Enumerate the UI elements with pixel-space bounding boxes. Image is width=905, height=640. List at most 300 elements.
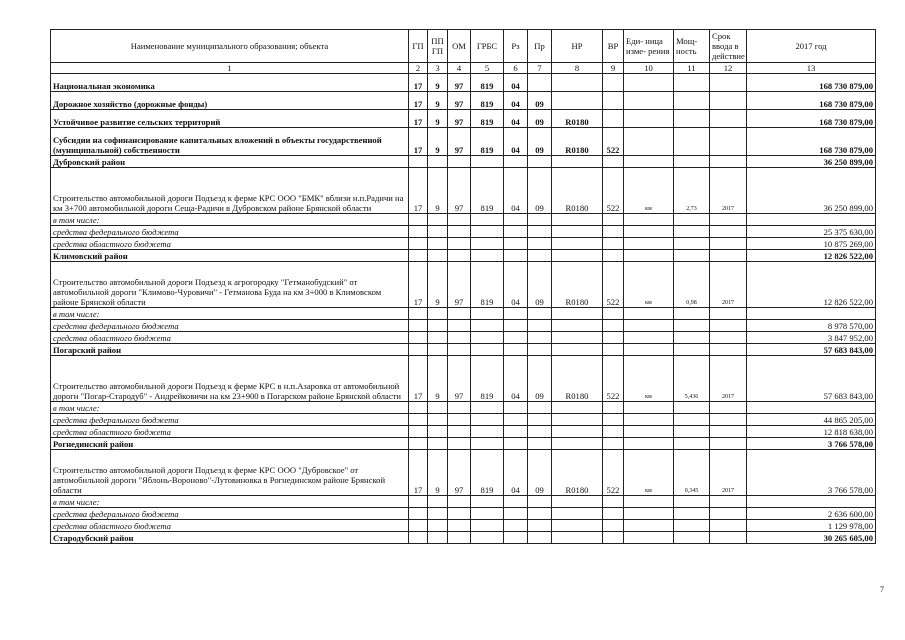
cell-grbs [471,344,504,356]
row-name: Климовский район [51,250,409,262]
cell-unit: км [624,450,674,496]
cell-grbs [471,226,504,238]
cell-amount: 3 766 578,00 [747,450,876,496]
column-number: 12 [710,63,747,74]
cell-unit [624,128,674,156]
cell-term [710,308,747,320]
cell-gp: 17 [409,262,428,308]
header-row [51,30,876,63]
cell-om [448,414,471,426]
cell-amount: 44 865 205,00 [747,414,876,426]
cell-power [674,320,710,332]
cell-om [448,156,471,168]
cell-vr [603,532,624,544]
cell-grbs [471,250,504,262]
cell-rz [504,532,528,544]
cell-nr: R0180 [552,262,603,308]
row-name: средства областного бюджета [51,520,409,532]
cell-pr [528,520,552,532]
cell-ppgp [428,402,448,414]
cell-rz [504,332,528,344]
cell-power [674,250,710,262]
row-name: в том числе: [51,308,409,320]
cell-term [710,426,747,438]
cell-power: 0,98 [674,262,710,308]
cell-term [710,128,747,156]
row-name: Рогнединский район [51,438,409,450]
cell-gp [409,238,428,250]
cell-ppgp [428,226,448,238]
cell-om: 97 [448,450,471,496]
cell-power [674,438,710,450]
cell-pr: 09 [528,356,552,402]
page-number: 7 [880,585,884,594]
cell-vr: 522 [603,128,624,156]
row-name: Строительство автомобильной дороги Подъезд к ферме КРС ООО "БМК" вблизи н.п.Радичи на км 3+700 автомобильной дороги Сеща-Радичи в Дубровском районе Брянской области [51,168,409,214]
cell-amount: 168 730 879,00 [747,92,876,110]
cell-term [710,414,747,426]
table-row [51,320,876,332]
table-row [51,520,876,532]
cell-power [674,532,710,544]
cell-ppgp: 9 [428,168,448,214]
cell-term [710,226,747,238]
cell-grbs [471,508,504,520]
cell-vr [603,508,624,520]
cell-unit [624,250,674,262]
table-row [51,356,876,402]
cell-pr [528,426,552,438]
table-row [51,402,876,414]
cell-om: 97 [448,168,471,214]
cell-vr [603,332,624,344]
cell-gp [409,250,428,262]
cell-ppgp [428,238,448,250]
cell-nr [552,320,603,332]
row-name: средства федерального бюджета [51,508,409,520]
cell-power [674,414,710,426]
cell-power [674,156,710,168]
cell-power [674,402,710,414]
cell-nr: R0180 [552,110,603,128]
cell-vr [603,438,624,450]
cell-unit [624,438,674,450]
cell-power [674,308,710,320]
table-row [51,426,876,438]
cell-ppgp [428,308,448,320]
cell-power [674,214,710,226]
cell-term [710,332,747,344]
cell-ppgp: 9 [428,92,448,110]
cell-ppgp [428,332,448,344]
cell-vr [603,110,624,128]
table-row [51,214,876,226]
cell-ppgp: 9 [428,450,448,496]
cell-rz [504,226,528,238]
cell-om [448,426,471,438]
header-gp: ГП [409,30,428,63]
cell-pr [528,332,552,344]
header-om: ОМ [448,30,471,63]
cell-gp: 17 [409,128,428,156]
cell-term [710,532,747,544]
cell-om [448,320,471,332]
cell-gp [409,156,428,168]
cell-rz: 04 [504,450,528,496]
cell-rz [504,238,528,250]
cell-gp [409,520,428,532]
column-number: 2 [409,63,428,74]
cell-pr [528,438,552,450]
cell-grbs: 819 [471,450,504,496]
cell-term [710,508,747,520]
cell-ppgp [428,426,448,438]
cell-gp [409,532,428,544]
cell-term [710,156,747,168]
cell-amount: 2 636 600,00 [747,508,876,520]
cell-rz [504,308,528,320]
cell-amount: 10 875 269,00 [747,238,876,250]
table-row [51,438,876,450]
cell-ppgp: 9 [428,356,448,402]
cell-power [674,344,710,356]
cell-grbs [471,308,504,320]
cell-term: 2017 [710,168,747,214]
cell-unit [624,520,674,532]
cell-ppgp [428,344,448,356]
row-name: в том числе: [51,496,409,508]
cell-amount: 3 847 952,00 [747,332,876,344]
cell-pr [528,414,552,426]
cell-power [674,426,710,438]
row-name: Национальная экономика [51,74,409,92]
cell-nr [552,74,603,92]
cell-power [674,332,710,344]
cell-gp [409,308,428,320]
header-unit: Еди- ница изме- рения [624,30,674,63]
cell-unit [624,110,674,128]
cell-vr [603,496,624,508]
cell-unit [624,308,674,320]
row-name: Погарский район [51,344,409,356]
cell-amount: 12 826 522,00 [747,250,876,262]
cell-gp [409,438,428,450]
cell-om: 97 [448,128,471,156]
cell-term [710,238,747,250]
cell-term [710,496,747,508]
cell-ppgp: 9 [428,128,448,156]
cell-vr [603,426,624,438]
table-body [51,74,876,544]
cell-amount: 25 375 630,00 [747,226,876,238]
cell-unit [624,402,674,414]
cell-pr [528,508,552,520]
cell-om [448,438,471,450]
cell-pr [528,250,552,262]
cell-term [710,402,747,414]
cell-gp: 17 [409,110,428,128]
cell-unit [624,344,674,356]
row-name: средства федерального бюджета [51,320,409,332]
cell-amount: 1 129 978,00 [747,520,876,532]
cell-om: 97 [448,74,471,92]
cell-rz [504,414,528,426]
cell-gp: 17 [409,92,428,110]
cell-unit [624,238,674,250]
table-row [51,226,876,238]
cell-grbs [471,496,504,508]
cell-power [674,238,710,250]
cell-power [674,92,710,110]
cell-unit [624,320,674,332]
cell-pr: 09 [528,110,552,128]
cell-amount: 57 683 843,00 [747,356,876,402]
cell-nr: R0180 [552,128,603,156]
cell-pr: 09 [528,262,552,308]
cell-power [674,110,710,128]
cell-ppgp [428,496,448,508]
cell-nr [552,426,603,438]
cell-gp: 17 [409,168,428,214]
cell-om [448,238,471,250]
cell-om: 97 [448,92,471,110]
cell-rz [504,438,528,450]
cell-om [448,402,471,414]
cell-unit [624,414,674,426]
cell-ppgp: 9 [428,110,448,128]
column-number: 8 [552,63,603,74]
header-term: Срок ввода в действие [710,30,747,63]
table-row [51,532,876,544]
row-name: в том числе: [51,402,409,414]
table-row [51,450,876,496]
row-name: Устойчивое развитие сельских территорий [51,110,409,128]
cell-vr [603,92,624,110]
cell-gp [409,344,428,356]
cell-amount: 57 683 843,00 [747,344,876,356]
cell-amount: 36 250 899,00 [747,168,876,214]
cell-term [710,250,747,262]
cell-om [448,226,471,238]
cell-nr [552,156,603,168]
cell-amount: 12 818 638,00 [747,426,876,438]
cell-unit [624,532,674,544]
row-name: средства федерального бюджета [51,414,409,426]
column-number: 5 [471,63,504,74]
cell-power [674,74,710,92]
row-name: Строительство автомобильной дороги Подъезд к ферме КРС в н.п.Азаровка от автомобильной дороги "Погар-Стародуб" - Андрейковичи на км 23+900 в Погарском районе Брянской области [51,356,409,402]
cell-rz [504,426,528,438]
header-ppgp: ППГП [428,30,448,63]
header-power: Мощ- ность [674,30,710,63]
cell-vr: 522 [603,262,624,308]
cell-amount: 30 265 605,00 [747,532,876,544]
cell-grbs [471,532,504,544]
cell-vr [603,344,624,356]
cell-rz [504,496,528,508]
cell-amount: 12 826 522,00 [747,262,876,308]
cell-unit [624,426,674,438]
row-name: в том числе: [51,214,409,226]
cell-vr [603,74,624,92]
cell-amount: 8 978 570,00 [747,320,876,332]
table-row [51,414,876,426]
cell-nr [552,214,603,226]
cell-power: 0,345 [674,450,710,496]
cell-unit [624,226,674,238]
cell-term [710,110,747,128]
column-number: 11 [674,63,710,74]
column-number: 7 [528,63,552,74]
cell-pr [528,308,552,320]
cell-amount: 168 730 879,00 [747,110,876,128]
cell-rz: 04 [504,128,528,156]
cell-amount: 168 730 879,00 [747,128,876,156]
cell-unit: км [624,356,674,402]
cell-pr: 09 [528,92,552,110]
table-row [51,110,876,128]
column-number: 3 [428,63,448,74]
table-row [51,238,876,250]
cell-pr [528,402,552,414]
cell-grbs: 819 [471,92,504,110]
table-row [51,262,876,308]
cell-unit [624,508,674,520]
cell-rz [504,250,528,262]
cell-rz: 04 [504,262,528,308]
cell-power [674,508,710,520]
cell-grbs [471,238,504,250]
cell-grbs [471,402,504,414]
column-number-row [51,63,876,74]
cell-nr [552,508,603,520]
cell-gp: 17 [409,356,428,402]
cell-unit: км [624,168,674,214]
cell-vr: 522 [603,356,624,402]
cell-gp: 17 [409,74,428,92]
row-name: Стародубский район [51,532,409,544]
cell-pr [528,320,552,332]
cell-grbs: 819 [471,168,504,214]
table-row [51,308,876,320]
cell-gp [409,496,428,508]
cell-term [710,438,747,450]
cell-vr: 522 [603,450,624,496]
cell-om [448,214,471,226]
cell-unit [624,332,674,344]
cell-rz [504,402,528,414]
cell-rz [504,520,528,532]
cell-pr [528,214,552,226]
header-name: Наименование муниципального образования; объекта [51,30,409,63]
cell-unit [624,92,674,110]
cell-om: 97 [448,262,471,308]
column-number: 6 [504,63,528,74]
cell-nr: R0180 [552,450,603,496]
cell-rz: 04 [504,92,528,110]
cell-nr: R0180 [552,356,603,402]
cell-term: 2017 [710,262,747,308]
cell-power [674,128,710,156]
table-row [51,250,876,262]
cell-ppgp [428,520,448,532]
cell-ppgp [428,250,448,262]
cell-term: 2017 [710,356,747,402]
cell-unit: км [624,262,674,308]
cell-grbs [471,320,504,332]
header-vr: ВР [603,30,624,63]
table-row [51,168,876,214]
table-row [51,508,876,520]
cell-om [448,496,471,508]
cell-amount [747,402,876,414]
header-rz: Рз [504,30,528,63]
cell-pr: 09 [528,128,552,156]
cell-rz: 04 [504,74,528,92]
cell-om [448,250,471,262]
column-number: 4 [448,63,471,74]
cell-om [448,344,471,356]
cell-rz: 04 [504,356,528,402]
table-row [51,332,876,344]
cell-vr [603,214,624,226]
row-name: Субсидии на софинансирование капитальных вложений в объекты государственной (муниципальной) собственности [51,128,409,156]
cell-term [710,214,747,226]
cell-pr [528,496,552,508]
cell-pr [528,344,552,356]
row-name: средства областного бюджета [51,332,409,344]
cell-nr [552,238,603,250]
cell-rz [504,508,528,520]
cell-rz [504,320,528,332]
cell-term [710,320,747,332]
cell-grbs [471,332,504,344]
row-name: Строительство автомобильной дороги Подъезд к агрогородку "Гетманобудский" от автомобильной дороги "Климово-Чуровичи" - Гетманова Буда на км 3+000 в Климовском районе Брянской области [51,262,409,308]
cell-power: 5,436 [674,356,710,402]
cell-nr [552,250,603,262]
column-number: 13 [747,63,876,74]
cell-nr [552,520,603,532]
cell-om [448,508,471,520]
table-row [51,156,876,168]
cell-nr [552,92,603,110]
cell-ppgp [428,508,448,520]
cell-pr [528,226,552,238]
budget-table [50,29,876,544]
cell-ppgp: 9 [428,262,448,308]
cell-rz: 04 [504,110,528,128]
cell-term [710,74,747,92]
table-row [51,92,876,110]
cell-rz [504,214,528,226]
cell-power [674,496,710,508]
cell-vr [603,414,624,426]
cell-vr [603,226,624,238]
cell-vr [603,250,624,262]
row-name: Строительство автомобильной дороги Подъезд к ферме КРС ООО "Дубровское" от автомобильной дороги "Яблонь-Вороново"-Лутовиновка в Рогнединском районе Брянской области [51,450,409,496]
table-row [51,128,876,156]
cell-grbs [471,426,504,438]
cell-ppgp [428,414,448,426]
column-number: 10 [624,63,674,74]
cell-vr [603,156,624,168]
cell-ppgp [428,156,448,168]
cell-grbs [471,414,504,426]
row-name: Дорожное хозяйство (дорожные фонды) [51,92,409,110]
cell-ppgp [428,320,448,332]
cell-vr [603,238,624,250]
cell-ppgp [428,532,448,544]
